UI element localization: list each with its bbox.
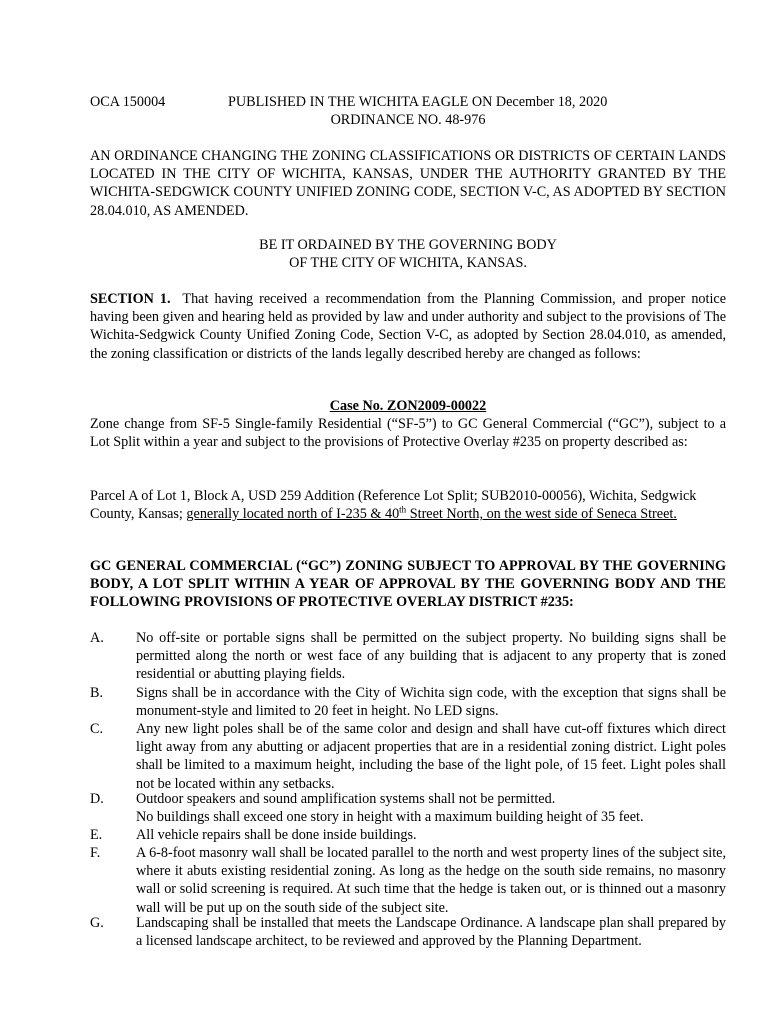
ordained-line-2: OF THE CITY OF WICHITA, KANSAS. — [289, 255, 527, 272]
provision-text-continued: No buildings shall exceed one story in height with a maximum building height of 35 feet. — [136, 809, 644, 826]
provision-item — [90, 684, 726, 720]
parcel-location: generally located north of I-235 & 40th Street North, on the west side of Seneca Street. — [186, 504, 677, 523]
provision-label: D. — [90, 791, 104, 807]
oca-number: OCA 150004 — [90, 94, 166, 110]
provision-label: F. — [90, 845, 101, 861]
provision-label: C. — [90, 721, 104, 737]
provision-text: Any new light poles shall be of the same color and design and shall have cut-off fixtures which direct light away from any abutting or adjacent properties that are in a residential zoning district. Light poles shall be limited to a maximum height, including the base of the light pole, of 15 feet. Light poles shall not be located within any setbacks. — [136, 721, 726, 792]
provision-item — [90, 826, 726, 844]
provision-text: Landscaping shall be installed that meets the Landscape Ordinance. A landscape plan shall prepared by a licensed landscape architect, to be reviewed and approved by the Planning Department. — [136, 915, 726, 950]
provision-label: E. — [90, 827, 103, 843]
provision-item — [90, 720, 726, 793]
provision-item — [90, 844, 726, 917]
provision-text: Outdoor speakers and sound amplification systems shall not be permitted. — [136, 791, 556, 807]
section-1-label: SECTION 1. — [90, 291, 171, 307]
section-1 — [90, 290, 726, 363]
case-heading: Case No. ZON2009-00022 — [329, 398, 487, 414]
provision-label: B. — [90, 685, 104, 701]
publication-notice: PUBLISHED IN THE WICHITA EAGLE ON December 18, 2020 — [228, 94, 608, 110]
ordinance-title: AN ORDINANCE CHANGING THE ZONING CLASSIFICATIONS OR DISTRICTS OF CERTAIN LANDS LOCATED IN THE CITY OF WICHITA, KANSAS, UNDER THE AUTHORITY GRANTED BY THE WICHITA-SEDGWICK COUNTY UNIFIED ZONING CODE, SECTION V-C, AS ADOPTED BY SECTION 28.04.010, AS AMENDED. — [90, 148, 726, 219]
ordained-line-1: BE IT ORDAINED BY THE GOVERNING BODY — [259, 237, 557, 253]
provision-text: Signs shall be in accordance with the City of Wichita sign code, with the exception that signs shall be monument-style and limited to 20 feet in height. No LED signs. — [136, 685, 726, 720]
provision-label: A. — [90, 630, 104, 646]
ordinance-number: ORDINANCE NO. 48-976 — [330, 112, 486, 128]
provision-label: G. — [90, 915, 104, 931]
section-1-text: That having received a recommendation from the Planning Commission, and proper notice having been given and hearing held as provided by law and under authority and subject to the provisions of The Wichita-Sedgwick County Unified Zoning Code, Section V-C, as adopted by Section 28.04.010, as amended, the zoning classification or districts of the lands legally described hereby are changed as follows: — [90, 291, 726, 362]
parcel-legal-text: Parcel A of Lot 1, Block A, USD 259 Addition (Reference Lot Split; SUB2010-00056), Wichita, Sedgwick County, Kansas; — [90, 488, 697, 523]
provision-text: No off-site or portable signs shall be permitted on the subject property. No building signs shall be permitted along the north or west face of any building that is adjacent to any property that is zoned residential or abutting playing fields. — [136, 630, 726, 683]
zoning-heading: GC GENERAL COMMERCIAL (“GC”) ZONING SUBJECT TO APPROVAL BY THE GOVERNING BODY, A LOT SPLIT WITHIN A YEAR OF APPROVAL BY THE GOVERNING BODY AND THE FOLLOWING PROVISIONS OF PROTECTIVE OVERLAY DISTRICT #235: — [90, 558, 726, 611]
provision-item — [90, 629, 726, 684]
provision-text: All vehicle repairs shall be done inside buildings. — [136, 827, 417, 843]
provision-item — [90, 790, 726, 826]
case-description: Zone change from SF-5 Single-family Residential (“SF-5”) to GC General Commercial (“GC”), subject to a Lot Split within a year and subject to the provisions of Protective Overlay #235 on property described as: — [90, 416, 726, 451]
provision-item — [90, 914, 726, 950]
provision-text: A 6-8-foot masonry wall shall be located parallel to the north and west property lines of the subject site, where it abuts existing residential zoning. As long as the hedge on the south side remains, no masonry wall or solid screening is required. At such time that the hedge is taken out, or is thinned out a masonry wall will be put up on the south side of the subject site. — [136, 845, 726, 916]
parcel-description — [90, 487, 726, 523]
ordained-clause — [90, 236, 726, 272]
